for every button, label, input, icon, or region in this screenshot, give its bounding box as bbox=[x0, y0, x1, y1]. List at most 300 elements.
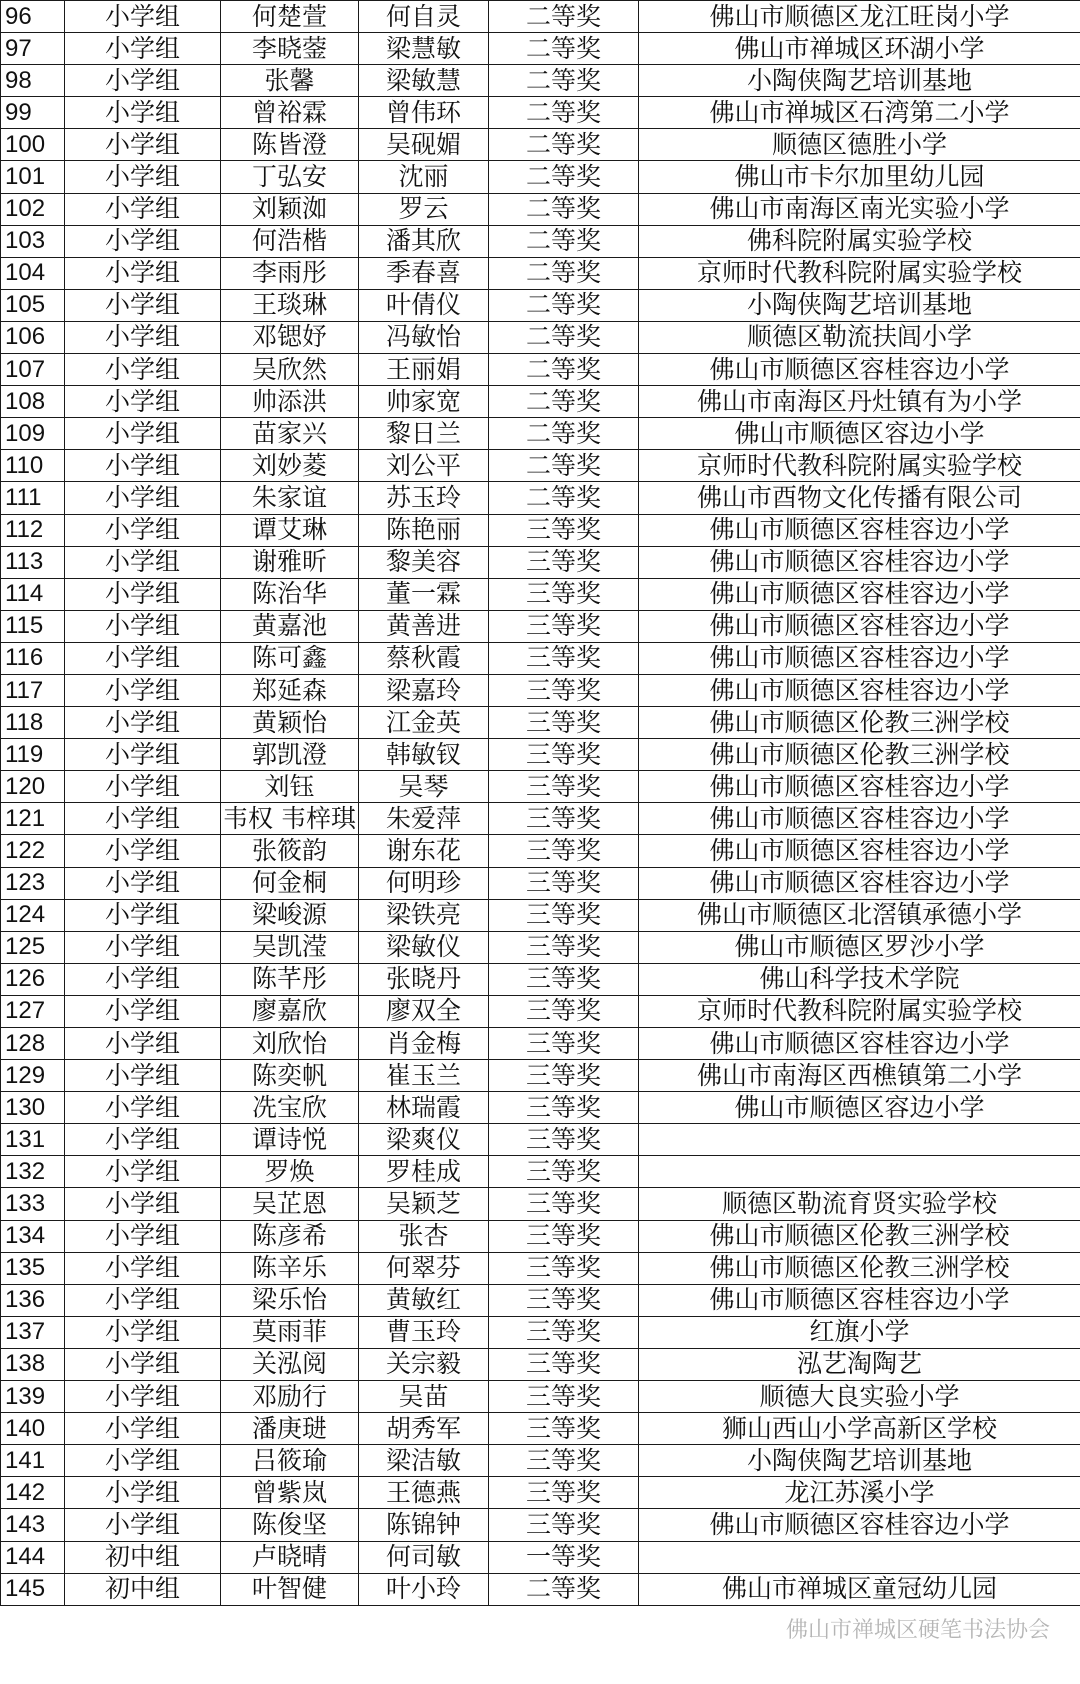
cell-school: 顺德区勒流育贤实验学校 bbox=[639, 1188, 1080, 1220]
cell-award: 三等奖 bbox=[489, 835, 639, 867]
cell-teacher: 叶倩仪 bbox=[359, 289, 489, 321]
cell-school bbox=[639, 1541, 1080, 1573]
cell-award: 三等奖 bbox=[489, 1188, 639, 1220]
table-row bbox=[1, 1477, 1080, 1509]
cell-group: 小学组 bbox=[65, 514, 221, 546]
table-row bbox=[1, 1509, 1080, 1541]
cell-group: 小学组 bbox=[65, 995, 221, 1027]
cell-school: 佛山市南海区丹灶镇有为小学 bbox=[639, 386, 1080, 418]
cell-teacher: 刘公平 bbox=[359, 450, 489, 482]
cell-school: 京师时代教科院附属实验学校 bbox=[639, 450, 1080, 482]
cell-award: 二等奖 bbox=[489, 1573, 639, 1605]
cell-group: 小学组 bbox=[65, 1092, 221, 1124]
table-row bbox=[1, 65, 1080, 97]
cell-school: 佛山市南海区西樵镇第二小学 bbox=[639, 1060, 1080, 1092]
cell-student: 何楚萱 bbox=[221, 1, 359, 33]
cell-group: 小学组 bbox=[65, 1348, 221, 1380]
cell-student: 冼宝欣 bbox=[221, 1092, 359, 1124]
cell-school bbox=[639, 1124, 1080, 1156]
table-row bbox=[1, 867, 1080, 899]
table-row bbox=[1, 1573, 1080, 1605]
cell-school: 佛山市卡尔加里幼儿园 bbox=[639, 161, 1080, 193]
cell-group: 小学组 bbox=[65, 546, 221, 578]
cell-award: 二等奖 bbox=[489, 321, 639, 353]
cell-number: 134 bbox=[1, 1220, 65, 1252]
cell-group: 小学组 bbox=[65, 1, 221, 33]
cell-award: 三等奖 bbox=[489, 803, 639, 835]
cell-award: 三等奖 bbox=[489, 1028, 639, 1060]
cell-group: 小学组 bbox=[65, 257, 221, 289]
cell-award: 三等奖 bbox=[489, 1124, 639, 1156]
cell-teacher: 何翠芬 bbox=[359, 1252, 489, 1284]
cell-group: 小学组 bbox=[65, 578, 221, 610]
cell-student: 陈可鑫 bbox=[221, 642, 359, 674]
table-row bbox=[1, 450, 1080, 482]
cell-group: 初中组 bbox=[65, 1573, 221, 1605]
table-row bbox=[1, 386, 1080, 418]
cell-group: 小学组 bbox=[65, 771, 221, 803]
cell-teacher: 张杏 bbox=[359, 1220, 489, 1252]
cell-teacher: 林瑞霞 bbox=[359, 1092, 489, 1124]
cell-teacher: 梁敏仪 bbox=[359, 931, 489, 963]
cell-number: 143 bbox=[1, 1509, 65, 1541]
table-row bbox=[1, 642, 1080, 674]
cell-group: 小学组 bbox=[65, 899, 221, 931]
cell-number: 122 bbox=[1, 835, 65, 867]
cell-award: 三等奖 bbox=[489, 610, 639, 642]
cell-award: 三等奖 bbox=[489, 1252, 639, 1284]
cell-number: 128 bbox=[1, 1028, 65, 1060]
cell-student: 吕筱瑜 bbox=[221, 1445, 359, 1477]
cell-number: 130 bbox=[1, 1092, 65, 1124]
cell-teacher: 朱爱萍 bbox=[359, 803, 489, 835]
cell-award: 三等奖 bbox=[489, 1381, 639, 1413]
cell-teacher: 黄敏红 bbox=[359, 1284, 489, 1316]
cell-school: 佛山市南海区南光实验小学 bbox=[639, 193, 1080, 225]
cell-student: 黄嘉池 bbox=[221, 610, 359, 642]
cell-number: 136 bbox=[1, 1284, 65, 1316]
cell-school: 佛山市禅城区石湾第二小学 bbox=[639, 97, 1080, 129]
cell-group: 小学组 bbox=[65, 1028, 221, 1060]
cell-school: 佛山市顺德区容桂容边小学 bbox=[639, 546, 1080, 578]
cell-teacher: 谢东花 bbox=[359, 835, 489, 867]
cell-teacher: 曹玉玲 bbox=[359, 1316, 489, 1348]
cell-student: 何浩楷 bbox=[221, 225, 359, 257]
cell-number: 144 bbox=[1, 1541, 65, 1573]
cell-school: 佛山市顺德区容桂容边小学 bbox=[639, 674, 1080, 706]
cell-student: 李晓蓥 bbox=[221, 33, 359, 65]
cell-teacher: 韩敏钗 bbox=[359, 739, 489, 771]
cell-group: 小学组 bbox=[65, 193, 221, 225]
cell-group: 小学组 bbox=[65, 803, 221, 835]
cell-student: 郑延森 bbox=[221, 674, 359, 706]
cell-group: 小学组 bbox=[65, 33, 221, 65]
table-row bbox=[1, 995, 1080, 1027]
cell-teacher: 吴琴 bbox=[359, 771, 489, 803]
cell-group: 小学组 bbox=[65, 321, 221, 353]
cell-student: 陈辛乐 bbox=[221, 1252, 359, 1284]
cell-student: 张馨 bbox=[221, 65, 359, 97]
cell-student: 谢雅昕 bbox=[221, 546, 359, 578]
cell-award: 二等奖 bbox=[489, 450, 639, 482]
cell-number: 127 bbox=[1, 995, 65, 1027]
cell-group: 小学组 bbox=[65, 418, 221, 450]
cell-student: 黄颖怡 bbox=[221, 707, 359, 739]
cell-award: 三等奖 bbox=[489, 899, 639, 931]
cell-student: 陈奕帆 bbox=[221, 1060, 359, 1092]
cell-school: 佛山市顺德区容桂容边小学 bbox=[639, 867, 1080, 899]
cell-school: 佛山市顺德区伦教三洲学校 bbox=[639, 1220, 1080, 1252]
cell-school: 小陶侠陶艺培训基地 bbox=[639, 65, 1080, 97]
cell-group: 小学组 bbox=[65, 450, 221, 482]
cell-teacher: 季春喜 bbox=[359, 257, 489, 289]
cell-award: 二等奖 bbox=[489, 161, 639, 193]
cell-award: 二等奖 bbox=[489, 129, 639, 161]
cell-group: 小学组 bbox=[65, 161, 221, 193]
cell-group: 小学组 bbox=[65, 1509, 221, 1541]
cell-school: 佛山市顺德区北滘镇承德小学 bbox=[639, 899, 1080, 931]
cell-student: 丁弘安 bbox=[221, 161, 359, 193]
cell-group: 小学组 bbox=[65, 129, 221, 161]
cell-student: 谭艾琳 bbox=[221, 514, 359, 546]
cell-group: 小学组 bbox=[65, 65, 221, 97]
table-row bbox=[1, 1060, 1080, 1092]
cell-number: 132 bbox=[1, 1156, 65, 1188]
cell-award: 三等奖 bbox=[489, 771, 639, 803]
table-row bbox=[1, 1316, 1080, 1348]
table-row bbox=[1, 225, 1080, 257]
cell-award: 二等奖 bbox=[489, 193, 639, 225]
cell-award: 三等奖 bbox=[489, 963, 639, 995]
cell-school: 佛山市顺德区容边小学 bbox=[639, 418, 1080, 450]
cell-number: 140 bbox=[1, 1413, 65, 1445]
cell-group: 小学组 bbox=[65, 1477, 221, 1509]
cell-student: 罗焕 bbox=[221, 1156, 359, 1188]
cell-school: 佛山市顺德区容桂容边小学 bbox=[639, 835, 1080, 867]
cell-award: 三等奖 bbox=[489, 931, 639, 963]
cell-student: 朱家谊 bbox=[221, 482, 359, 514]
table-row bbox=[1, 1348, 1080, 1380]
cell-student: 关泓阅 bbox=[221, 1348, 359, 1380]
cell-school: 小陶侠陶艺培训基地 bbox=[639, 289, 1080, 321]
cell-teacher: 叶小玲 bbox=[359, 1573, 489, 1605]
cell-award: 三等奖 bbox=[489, 578, 639, 610]
cell-number: 105 bbox=[1, 289, 65, 321]
table-row bbox=[1, 97, 1080, 129]
cell-teacher: 何明珍 bbox=[359, 867, 489, 899]
table-row bbox=[1, 1092, 1080, 1124]
cell-school: 顺德区勒流扶闾小学 bbox=[639, 321, 1080, 353]
cell-group: 初中组 bbox=[65, 1541, 221, 1573]
cell-number: 120 bbox=[1, 771, 65, 803]
cell-teacher: 何自灵 bbox=[359, 1, 489, 33]
cell-school: 泓艺淘陶艺 bbox=[639, 1348, 1080, 1380]
cell-group: 小学组 bbox=[65, 225, 221, 257]
cell-teacher: 潘其欣 bbox=[359, 225, 489, 257]
cell-school: 佛山市顺德区容桂容边小学 bbox=[639, 354, 1080, 386]
cell-group: 小学组 bbox=[65, 674, 221, 706]
cell-teacher: 苏玉玲 bbox=[359, 482, 489, 514]
cell-student: 郭凯澄 bbox=[221, 739, 359, 771]
cell-number: 119 bbox=[1, 739, 65, 771]
cell-teacher: 何司敏 bbox=[359, 1541, 489, 1573]
cell-teacher: 黎美容 bbox=[359, 546, 489, 578]
cell-award: 三等奖 bbox=[489, 1060, 639, 1092]
table-row bbox=[1, 674, 1080, 706]
cell-student: 李雨彤 bbox=[221, 257, 359, 289]
cell-student: 刘钰 bbox=[221, 771, 359, 803]
cell-teacher: 曾伟环 bbox=[359, 97, 489, 129]
cell-award: 三等奖 bbox=[489, 867, 639, 899]
cell-award: 三等奖 bbox=[489, 1445, 639, 1477]
cell-student: 谭诗悦 bbox=[221, 1124, 359, 1156]
cell-student: 刘颖洳 bbox=[221, 193, 359, 225]
cell-award: 三等奖 bbox=[489, 1284, 639, 1316]
table-row bbox=[1, 931, 1080, 963]
cell-teacher: 吴苗 bbox=[359, 1381, 489, 1413]
cell-number: 142 bbox=[1, 1477, 65, 1509]
watermark: 佛山市禅城区硬笔书法协会 bbox=[785, 1618, 1050, 1643]
cell-group: 小学组 bbox=[65, 97, 221, 129]
cell-group: 小学组 bbox=[65, 642, 221, 674]
cell-teacher: 江金英 bbox=[359, 707, 489, 739]
table-row bbox=[1, 1541, 1080, 1573]
table-row bbox=[1, 1, 1080, 33]
cell-student: 吴凯滢 bbox=[221, 931, 359, 963]
cell-award: 二等奖 bbox=[489, 386, 639, 418]
cell-award: 三等奖 bbox=[489, 1156, 639, 1188]
cell-award: 二等奖 bbox=[489, 289, 639, 321]
table-row bbox=[1, 33, 1080, 65]
cell-teacher: 廖双全 bbox=[359, 995, 489, 1027]
cell-teacher: 梁爽仪 bbox=[359, 1124, 489, 1156]
cell-teacher: 王德燕 bbox=[359, 1477, 489, 1509]
table-row bbox=[1, 161, 1080, 193]
cell-teacher: 张晓丹 bbox=[359, 963, 489, 995]
cell-group: 小学组 bbox=[65, 1188, 221, 1220]
cell-group: 小学组 bbox=[65, 1381, 221, 1413]
table-row bbox=[1, 771, 1080, 803]
cell-award: 三等奖 bbox=[489, 995, 639, 1027]
cell-teacher: 黎日兰 bbox=[359, 418, 489, 450]
cell-student: 帅添洪 bbox=[221, 386, 359, 418]
cell-number: 106 bbox=[1, 321, 65, 353]
table-row bbox=[1, 482, 1080, 514]
cell-school: 佛山市顺德区容边小学 bbox=[639, 1092, 1080, 1124]
cell-award: 三等奖 bbox=[489, 1092, 639, 1124]
cell-group: 小学组 bbox=[65, 1284, 221, 1316]
cell-student: 廖嘉欣 bbox=[221, 995, 359, 1027]
cell-teacher: 陈艳丽 bbox=[359, 514, 489, 546]
cell-group: 小学组 bbox=[65, 931, 221, 963]
table-row bbox=[1, 546, 1080, 578]
cell-number: 104 bbox=[1, 257, 65, 289]
cell-student: 陈俊坚 bbox=[221, 1509, 359, 1541]
cell-group: 小学组 bbox=[65, 707, 221, 739]
cell-student: 曾紫岚 bbox=[221, 1477, 359, 1509]
cell-number: 126 bbox=[1, 963, 65, 995]
cell-award: 三等奖 bbox=[489, 546, 639, 578]
cell-award: 二等奖 bbox=[489, 225, 639, 257]
table-row bbox=[1, 129, 1080, 161]
table-row bbox=[1, 193, 1080, 225]
cell-school bbox=[639, 1156, 1080, 1188]
cell-group: 小学组 bbox=[65, 1316, 221, 1348]
cell-teacher: 梁嘉玲 bbox=[359, 674, 489, 706]
cell-award: 三等奖 bbox=[489, 1509, 639, 1541]
award-table-body bbox=[1, 1, 1080, 1606]
cell-school: 佛山市顺德区龙江旺岗小学 bbox=[639, 1, 1080, 33]
table-row bbox=[1, 707, 1080, 739]
table-row bbox=[1, 1252, 1080, 1284]
table-row bbox=[1, 418, 1080, 450]
cell-group: 小学组 bbox=[65, 1060, 221, 1092]
cell-school: 佛山市禅城区环湖小学 bbox=[639, 33, 1080, 65]
cell-teacher: 梁洁敏 bbox=[359, 1445, 489, 1477]
cell-student: 梁乐怡 bbox=[221, 1284, 359, 1316]
cell-award: 三等奖 bbox=[489, 1477, 639, 1509]
cell-award: 三等奖 bbox=[489, 674, 639, 706]
cell-student: 邓锶妤 bbox=[221, 321, 359, 353]
table-row bbox=[1, 610, 1080, 642]
cell-number: 97 bbox=[1, 33, 65, 65]
cell-school: 佛山市顺德区罗沙小学 bbox=[639, 931, 1080, 963]
cell-school: 佛山市顺德区容桂容边小学 bbox=[639, 1028, 1080, 1060]
cell-group: 小学组 bbox=[65, 1252, 221, 1284]
table-row bbox=[1, 1156, 1080, 1188]
cell-award: 二等奖 bbox=[489, 418, 639, 450]
cell-teacher: 吴颖芝 bbox=[359, 1188, 489, 1220]
cell-group: 小学组 bbox=[65, 963, 221, 995]
cell-teacher: 董一霖 bbox=[359, 578, 489, 610]
cell-school: 佛山市顺德区容桂容边小学 bbox=[639, 1284, 1080, 1316]
cell-number: 98 bbox=[1, 65, 65, 97]
cell-number: 114 bbox=[1, 578, 65, 610]
cell-school: 佛山市顺德区容桂容边小学 bbox=[639, 771, 1080, 803]
cell-number: 113 bbox=[1, 546, 65, 578]
table-row bbox=[1, 578, 1080, 610]
cell-student: 苗家兴 bbox=[221, 418, 359, 450]
cell-school: 佛山市顺德区容桂容边小学 bbox=[639, 514, 1080, 546]
table-row bbox=[1, 1413, 1080, 1445]
cell-award: 三等奖 bbox=[489, 642, 639, 674]
cell-student: 卢晓晴 bbox=[221, 1541, 359, 1573]
cell-school: 佛山市禅城区童冠幼儿园 bbox=[639, 1573, 1080, 1605]
cell-student: 张筱韵 bbox=[221, 835, 359, 867]
cell-school: 佛山市顺德区容桂容边小学 bbox=[639, 1509, 1080, 1541]
table-row bbox=[1, 354, 1080, 386]
cell-group: 小学组 bbox=[65, 482, 221, 514]
cell-award: 二等奖 bbox=[489, 354, 639, 386]
table-row bbox=[1, 321, 1080, 353]
cell-school: 佛山市顺德区伦教三洲学校 bbox=[639, 707, 1080, 739]
cell-number: 115 bbox=[1, 610, 65, 642]
cell-teacher: 帅家宽 bbox=[359, 386, 489, 418]
cell-student: 莫雨菲 bbox=[221, 1316, 359, 1348]
cell-number: 117 bbox=[1, 674, 65, 706]
table-row bbox=[1, 963, 1080, 995]
cell-number: 124 bbox=[1, 899, 65, 931]
cell-group: 小学组 bbox=[65, 1124, 221, 1156]
cell-number: 108 bbox=[1, 386, 65, 418]
cell-award: 三等奖 bbox=[489, 514, 639, 546]
cell-number: 116 bbox=[1, 642, 65, 674]
cell-award: 二等奖 bbox=[489, 33, 639, 65]
cell-group: 小学组 bbox=[65, 386, 221, 418]
cell-number: 138 bbox=[1, 1348, 65, 1380]
cell-student: 陈彦希 bbox=[221, 1220, 359, 1252]
cell-number: 145 bbox=[1, 1573, 65, 1605]
cell-number: 102 bbox=[1, 193, 65, 225]
cell-number: 125 bbox=[1, 931, 65, 963]
cell-student: 韦权 韦梓琪 bbox=[221, 803, 359, 835]
cell-teacher: 梁慧敏 bbox=[359, 33, 489, 65]
cell-teacher: 梁敏慧 bbox=[359, 65, 489, 97]
cell-award: 二等奖 bbox=[489, 65, 639, 97]
cell-school: 佛山市顺德区容桂容边小学 bbox=[639, 642, 1080, 674]
cell-award: 一等奖 bbox=[489, 1541, 639, 1573]
cell-teacher: 黄善进 bbox=[359, 610, 489, 642]
cell-number: 131 bbox=[1, 1124, 65, 1156]
cell-teacher: 蔡秋霞 bbox=[359, 642, 489, 674]
cell-student: 吴芷恩 bbox=[221, 1188, 359, 1220]
cell-number: 111 bbox=[1, 482, 65, 514]
cell-number: 110 bbox=[1, 450, 65, 482]
cell-student: 潘庚琎 bbox=[221, 1413, 359, 1445]
cell-group: 小学组 bbox=[65, 289, 221, 321]
cell-number: 101 bbox=[1, 161, 65, 193]
cell-group: 小学组 bbox=[65, 1220, 221, 1252]
cell-school: 佛山市顺德区容桂容边小学 bbox=[639, 803, 1080, 835]
cell-award: 三等奖 bbox=[489, 739, 639, 771]
cell-student: 王琰琳 bbox=[221, 289, 359, 321]
cell-student: 刘妙菱 bbox=[221, 450, 359, 482]
cell-number: 100 bbox=[1, 129, 65, 161]
cell-teacher: 梁铁亮 bbox=[359, 899, 489, 931]
cell-award: 三等奖 bbox=[489, 1316, 639, 1348]
cell-student: 陈皆澄 bbox=[221, 129, 359, 161]
cell-number: 133 bbox=[1, 1188, 65, 1220]
table-row bbox=[1, 1188, 1080, 1220]
cell-teacher: 肖金梅 bbox=[359, 1028, 489, 1060]
cell-number: 135 bbox=[1, 1252, 65, 1284]
cell-number: 112 bbox=[1, 514, 65, 546]
cell-group: 小学组 bbox=[65, 354, 221, 386]
table-row bbox=[1, 1028, 1080, 1060]
cell-group: 小学组 bbox=[65, 867, 221, 899]
cell-award: 二等奖 bbox=[489, 482, 639, 514]
cell-number: 118 bbox=[1, 707, 65, 739]
cell-school: 小陶侠陶艺培训基地 bbox=[639, 1445, 1080, 1477]
cell-number: 139 bbox=[1, 1381, 65, 1413]
table-row bbox=[1, 257, 1080, 289]
cell-student: 梁峻源 bbox=[221, 899, 359, 931]
cell-school: 佛山市酉物文化传播有限公司 bbox=[639, 482, 1080, 514]
cell-award: 二等奖 bbox=[489, 1, 639, 33]
cell-teacher: 关宗毅 bbox=[359, 1348, 489, 1380]
cell-teacher: 罗桂成 bbox=[359, 1156, 489, 1188]
cell-award: 二等奖 bbox=[489, 97, 639, 129]
cell-number: 123 bbox=[1, 867, 65, 899]
cell-teacher: 沈丽 bbox=[359, 161, 489, 193]
cell-number: 137 bbox=[1, 1316, 65, 1348]
cell-student: 何金桐 bbox=[221, 867, 359, 899]
table-row bbox=[1, 1284, 1080, 1316]
cell-number: 109 bbox=[1, 418, 65, 450]
cell-student: 叶智健 bbox=[221, 1573, 359, 1605]
cell-school: 佛山市顺德区容桂容边小学 bbox=[639, 610, 1080, 642]
cell-school: 京师时代教科院附属实验学校 bbox=[639, 257, 1080, 289]
